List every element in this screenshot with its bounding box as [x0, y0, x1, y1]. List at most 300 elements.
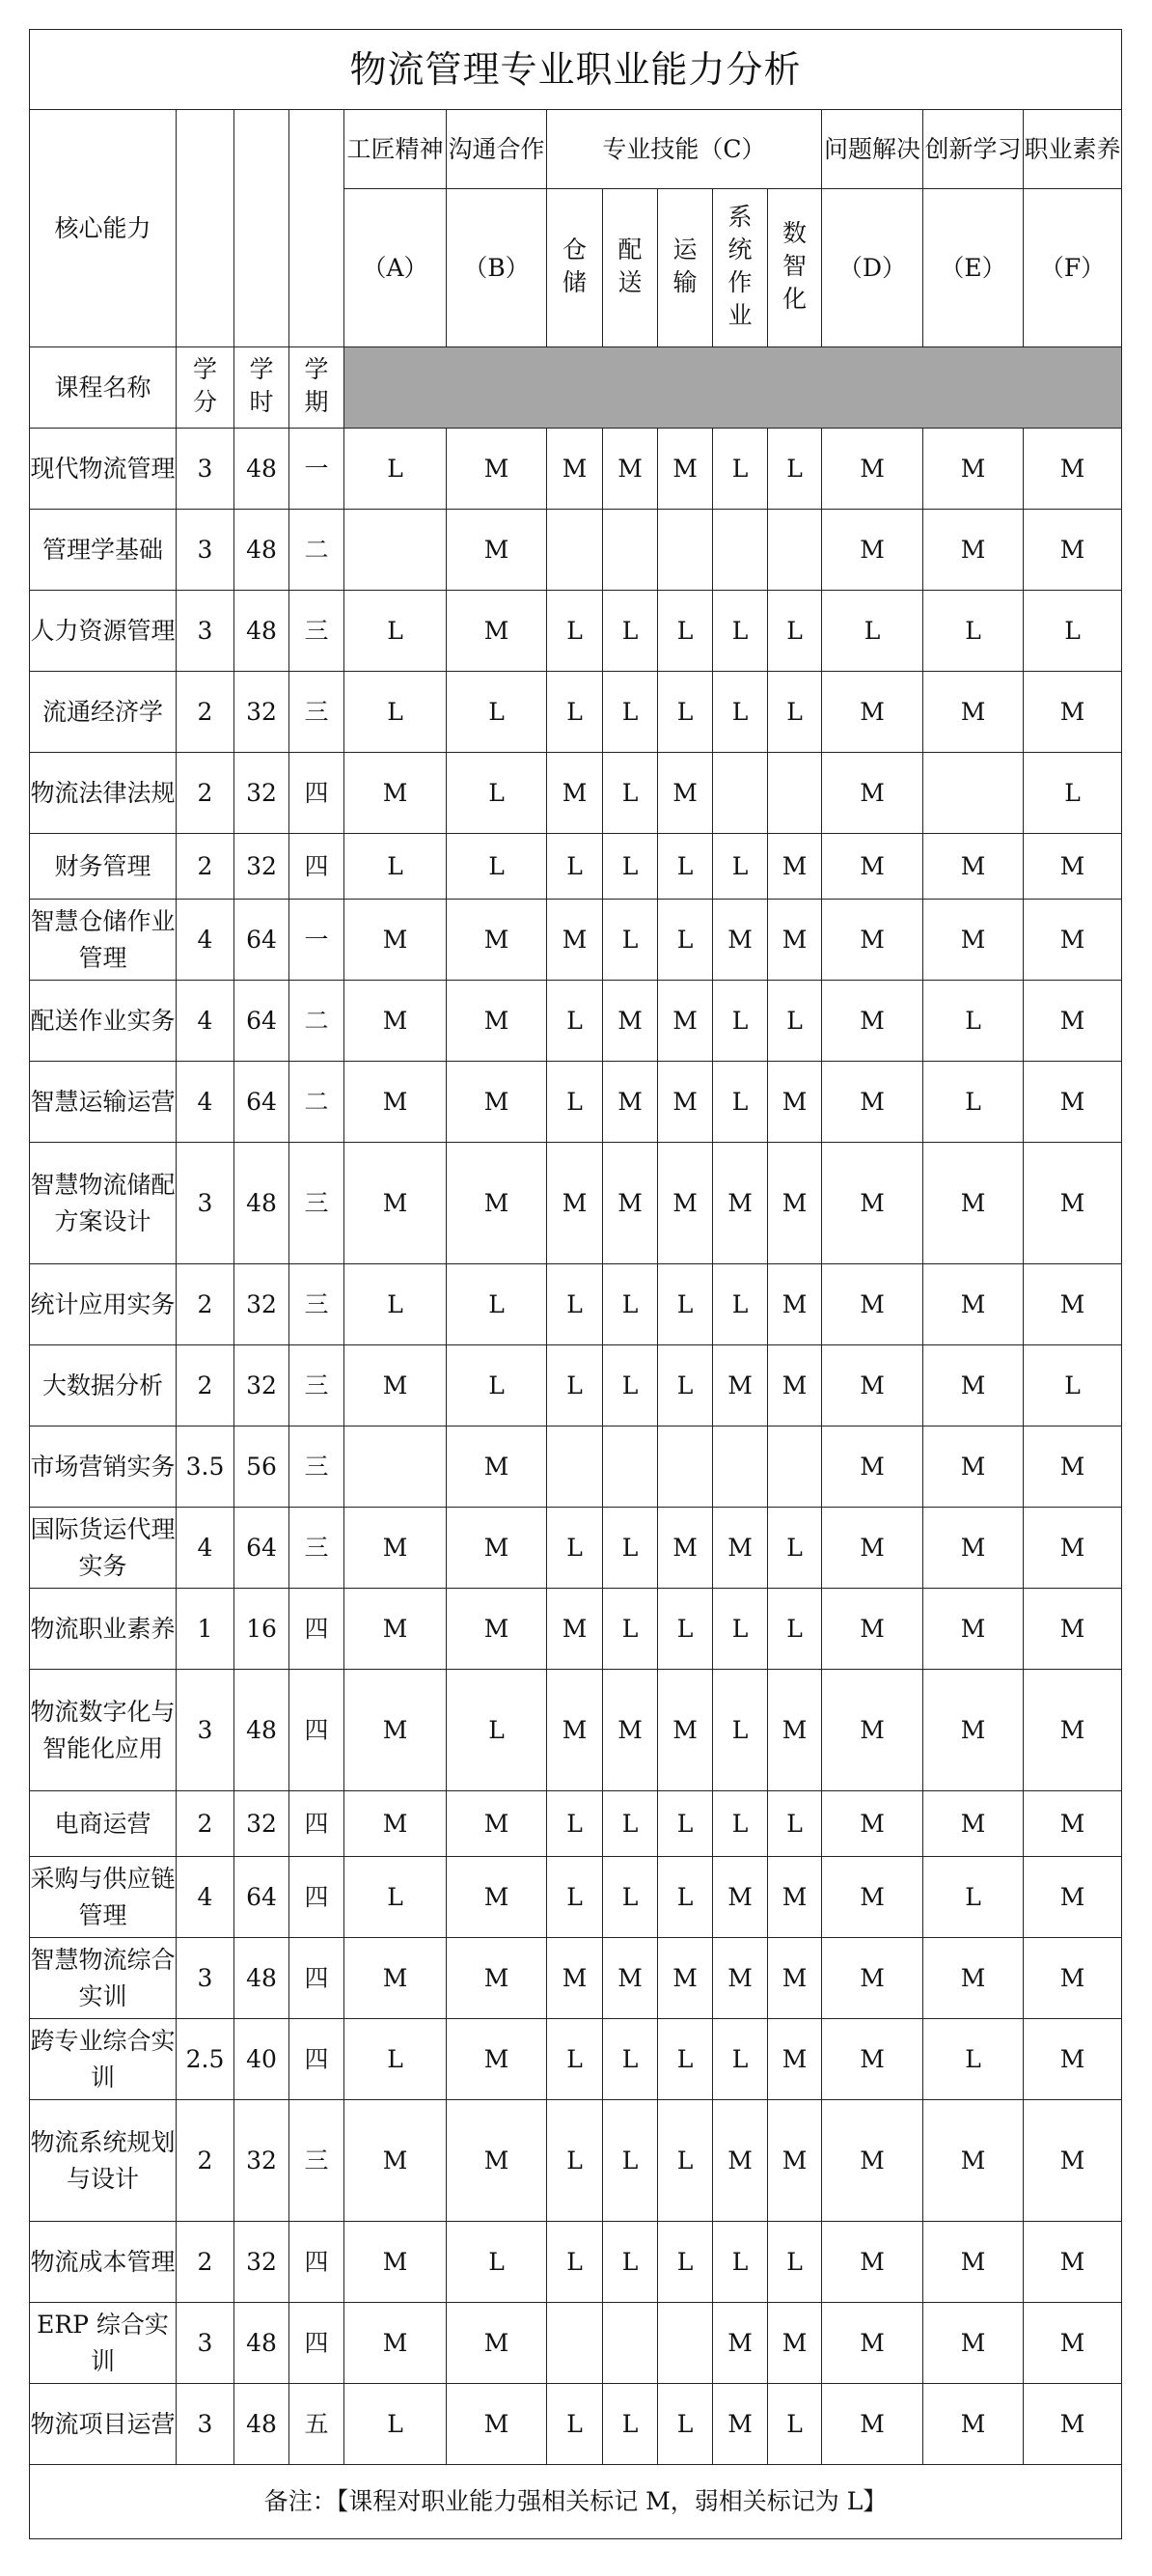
hours-value: 64 — [234, 900, 289, 981]
relevance-mark: L — [447, 2222, 547, 2303]
relevance-mark — [547, 2303, 603, 2384]
course-name: 人力资源管理 — [30, 591, 177, 672]
hours-value: 48 — [234, 2303, 289, 2384]
table-row — [30, 2222, 1122, 2303]
group-label-d: 问题解决 — [822, 110, 923, 189]
credit-value: 3 — [177, 591, 234, 672]
relevance-mark: L — [1024, 1345, 1122, 1426]
relevance-mark: M — [923, 834, 1024, 900]
relevance-mark: L — [822, 591, 923, 672]
relevance-mark: L — [768, 1791, 822, 1857]
relevance-mark: L — [658, 1345, 713, 1426]
relevance-mark: M — [344, 2303, 447, 2384]
relevance-mark: M — [822, 1508, 923, 1589]
term-value: 三 — [289, 672, 344, 753]
skill-label: 仓储 — [562, 235, 587, 296]
relevance-mark: L — [603, 2384, 658, 2465]
relevance-mark: L — [713, 672, 768, 753]
skill-label: 系统作业 — [727, 203, 753, 329]
relevance-mark: M — [344, 1938, 447, 2019]
relevance-mark: M — [447, 2019, 547, 2100]
relevance-mark — [923, 753, 1024, 834]
skill-storage — [547, 189, 603, 347]
relevance-mark: L — [713, 834, 768, 900]
hours-value: 64 — [234, 1508, 289, 1589]
relevance-mark: M — [447, 2100, 547, 2222]
hours-value: 64 — [234, 981, 289, 1062]
relevance-mark: M — [923, 1938, 1024, 2019]
credit-value: 1 — [177, 1589, 234, 1670]
relevance-mark: L — [768, 1589, 822, 1670]
course-name: 智慧物流储配方案设计 — [30, 1143, 177, 1264]
skill-delivery — [603, 189, 658, 347]
course-name: 物流职业素养 — [30, 1589, 177, 1670]
relevance-mark: M — [344, 1062, 447, 1143]
table-row — [30, 1426, 1122, 1508]
relevance-mark: L — [603, 591, 658, 672]
relevance-mark: M — [1024, 1508, 1122, 1589]
relevance-mark: L — [658, 1791, 713, 1857]
relevance-mark: M — [603, 1938, 658, 2019]
relevance-mark: M — [447, 1143, 547, 1264]
relevance-mark: M — [768, 1857, 822, 1938]
skill-system — [713, 189, 768, 347]
credit-value: 3 — [177, 1938, 234, 2019]
hours-value: 48 — [234, 591, 289, 672]
relevance-mark: M — [603, 1062, 658, 1143]
relevance-mark: L — [923, 2019, 1024, 2100]
relevance-mark: M — [923, 2222, 1024, 2303]
relevance-mark: M — [713, 1143, 768, 1264]
hours-value: 32 — [234, 1345, 289, 1426]
relevance-mark: L — [658, 672, 713, 753]
table-row — [30, 834, 1122, 900]
course-name: 国际货运代理实务 — [30, 1508, 177, 1589]
course-name-label: 课程名称 — [30, 347, 177, 429]
relevance-mark: L — [344, 1857, 447, 1938]
credit-value: 4 — [177, 1508, 234, 1589]
relevance-mark: L — [713, 1791, 768, 1857]
hours-value: 32 — [234, 1264, 289, 1345]
relevance-mark: M — [547, 1143, 603, 1264]
hours-value: 64 — [234, 1857, 289, 1938]
credit-value: 4 — [177, 981, 234, 1062]
relevance-mark: M — [713, 1938, 768, 2019]
group-label-e: 创新学习 — [923, 110, 1024, 189]
core-ability-label: 核心能力 — [30, 110, 177, 347]
group-code-b: （B） — [447, 189, 547, 347]
relevance-mark: L — [603, 753, 658, 834]
relevance-mark: M — [658, 981, 713, 1062]
relevance-mark: L — [713, 429, 768, 510]
hours-value: 32 — [234, 834, 289, 900]
relevance-mark: M — [447, 510, 547, 591]
relevance-mark: L — [344, 834, 447, 900]
relevance-mark: M — [822, 672, 923, 753]
relevance-mark: L — [603, 2222, 658, 2303]
relevance-mark: L — [713, 2222, 768, 2303]
term-value: 四 — [289, 2019, 344, 2100]
gray-band — [344, 347, 1122, 429]
relevance-mark: M — [822, 1589, 923, 1670]
relevance-mark: M — [1024, 834, 1122, 900]
relevance-mark: L — [344, 2019, 447, 2100]
relevance-mark: M — [344, 1143, 447, 1264]
credit-value: 2 — [177, 753, 234, 834]
relevance-mark: M — [822, 1264, 923, 1345]
relevance-mark: M — [713, 2100, 768, 2222]
group-label-c: 专业技能（C） — [547, 110, 822, 189]
relevance-mark: L — [603, 1791, 658, 1857]
skill-digital — [768, 189, 822, 347]
relevance-mark: L — [768, 672, 822, 753]
relevance-mark: M — [768, 2100, 822, 2222]
credit-value: 2 — [177, 1264, 234, 1345]
credit-value: 3 — [177, 1670, 234, 1791]
course-name: 市场营销实务 — [30, 1426, 177, 1508]
relevance-mark: M — [344, 2222, 447, 2303]
relevance-mark: M — [822, 1938, 923, 2019]
relevance-mark — [658, 1426, 713, 1508]
relevance-mark: L — [923, 1062, 1024, 1143]
relevance-mark: M — [344, 900, 447, 981]
credit-value: 2 — [177, 2222, 234, 2303]
relevance-mark: L — [768, 1508, 822, 1589]
relevance-mark: M — [768, 1264, 822, 1345]
relevance-mark: L — [713, 1264, 768, 1345]
relevance-mark: L — [603, 672, 658, 753]
hours-value: 40 — [234, 2019, 289, 2100]
relevance-mark: M — [658, 753, 713, 834]
relevance-mark: L — [658, 2019, 713, 2100]
table-row — [30, 1508, 1122, 1589]
term-value: 三 — [289, 1426, 344, 1508]
term-value: 一 — [289, 429, 344, 510]
relevance-mark: L — [344, 2384, 447, 2465]
course-name: 智慧仓储作业管理 — [30, 900, 177, 981]
group-code-f: （F） — [1024, 189, 1122, 347]
group-code-a: （A） — [344, 189, 447, 347]
blank-cell — [289, 110, 344, 347]
relevance-mark — [768, 1426, 822, 1508]
group-label-f: 职业素养 — [1024, 110, 1122, 189]
table-row — [30, 1143, 1122, 1264]
course-name: 配送作业实务 — [30, 981, 177, 1062]
relevance-mark — [603, 1426, 658, 1508]
note-row — [30, 2465, 1122, 2539]
hours-value: 48 — [234, 1670, 289, 1791]
relevance-mark: M — [1024, 2100, 1122, 2222]
relevance-mark: L — [603, 900, 658, 981]
course-name: 流通经济学 — [30, 672, 177, 753]
relevance-mark: L — [547, 1508, 603, 1589]
relevance-mark: L — [658, 2222, 713, 2303]
relevance-mark — [713, 753, 768, 834]
relevance-mark: L — [603, 1857, 658, 1938]
relevance-mark — [658, 2303, 713, 2384]
relevance-mark: M — [344, 1345, 447, 1426]
hours-value: 48 — [234, 1938, 289, 2019]
relevance-mark: L — [658, 1264, 713, 1345]
relevance-mark: M — [658, 1062, 713, 1143]
relevance-mark: M — [447, 1062, 547, 1143]
hours-value: 32 — [234, 2100, 289, 2222]
table-row — [30, 2384, 1122, 2465]
table-row — [30, 753, 1122, 834]
relevance-mark: L — [603, 2019, 658, 2100]
course-name: 现代物流管理 — [30, 429, 177, 510]
relevance-mark: M — [1024, 672, 1122, 753]
course-name: 物流数字化与智能化应用 — [30, 1670, 177, 1791]
hours-value: 32 — [234, 753, 289, 834]
relevance-mark: M — [344, 1791, 447, 1857]
relevance-mark: L — [768, 2384, 822, 2465]
credit-value: 3 — [177, 2303, 234, 2384]
relevance-mark: L — [658, 2100, 713, 2222]
relevance-mark: L — [713, 591, 768, 672]
relevance-mark: M — [603, 981, 658, 1062]
hours-value: 32 — [234, 2222, 289, 2303]
relevance-mark: L — [713, 2019, 768, 2100]
table-row — [30, 1589, 1122, 1670]
group-code-e: （E） — [923, 189, 1024, 347]
term-value: 四 — [289, 2222, 344, 2303]
relevance-mark: M — [822, 429, 923, 510]
relevance-mark: L — [768, 591, 822, 672]
relevance-mark: M — [447, 1508, 547, 1589]
table-row — [30, 981, 1122, 1062]
table-row — [30, 672, 1122, 753]
relevance-mark — [344, 1426, 447, 1508]
hours-label — [234, 347, 289, 429]
relevance-mark: L — [447, 1670, 547, 1791]
relevance-mark — [547, 510, 603, 591]
credit-value: 4 — [177, 1857, 234, 1938]
relevance-mark: L — [768, 429, 822, 510]
term-value: 四 — [289, 753, 344, 834]
term-value: 四 — [289, 2303, 344, 2384]
relevance-mark: L — [603, 1264, 658, 1345]
blank-cell — [177, 110, 234, 347]
course-name: 采购与供应链管理 — [30, 1857, 177, 1938]
relevance-mark: L — [547, 591, 603, 672]
relevance-mark: M — [923, 672, 1024, 753]
table-row — [30, 1938, 1122, 2019]
term-text: 学期 — [304, 355, 329, 416]
term-value: 三 — [289, 1143, 344, 1264]
relevance-mark: L — [447, 1264, 547, 1345]
credit-text: 学分 — [192, 355, 217, 416]
relevance-mark: M — [447, 981, 547, 1062]
relevance-mark: L — [603, 1345, 658, 1426]
relevance-mark: M — [822, 1062, 923, 1143]
relevance-mark — [768, 753, 822, 834]
relevance-mark: M — [923, 900, 1024, 981]
table-row — [30, 2019, 1122, 2100]
credit-value: 2 — [177, 1345, 234, 1426]
relevance-mark: M — [923, 1670, 1024, 1791]
relevance-mark: L — [344, 1264, 447, 1345]
relevance-mark: M — [447, 1426, 547, 1508]
relevance-mark: M — [822, 1791, 923, 1857]
relevance-mark: M — [923, 1345, 1024, 1426]
relevance-mark: L — [344, 591, 447, 672]
relevance-mark: M — [447, 591, 547, 672]
relevance-mark: M — [447, 429, 547, 510]
hours-value: 56 — [234, 1426, 289, 1508]
relevance-mark: M — [822, 1670, 923, 1791]
table-row — [30, 1345, 1122, 1426]
course-name: 物流系统规划与设计 — [30, 2100, 177, 2222]
credit-value: 2 — [177, 2100, 234, 2222]
relevance-mark: M — [344, 981, 447, 1062]
relevance-mark: L — [1024, 591, 1122, 672]
credit-value: 3 — [177, 510, 234, 591]
relevance-mark: M — [768, 900, 822, 981]
table-row — [30, 1791, 1122, 1857]
relevance-mark: L — [547, 1062, 603, 1143]
relevance-mark: M — [1024, 1143, 1122, 1264]
relevance-mark: M — [447, 1791, 547, 1857]
relevance-mark: M — [547, 429, 603, 510]
term-value: 二 — [289, 981, 344, 1062]
relevance-mark: L — [447, 753, 547, 834]
relevance-mark: L — [923, 591, 1024, 672]
credit-value: 3 — [177, 429, 234, 510]
relevance-mark: L — [547, 672, 603, 753]
relevance-mark — [768, 510, 822, 591]
relevance-mark: M — [768, 1143, 822, 1264]
term-value: 三 — [289, 591, 344, 672]
credit-value: 2 — [177, 834, 234, 900]
relevance-mark: M — [768, 2303, 822, 2384]
relevance-mark: M — [923, 1264, 1024, 1345]
term-value: 三 — [289, 1508, 344, 1589]
relevance-mark: L — [547, 981, 603, 1062]
relevance-mark: M — [547, 753, 603, 834]
relevance-mark — [344, 510, 447, 591]
relevance-mark: M — [822, 2303, 923, 2384]
credit-value: 2 — [177, 1791, 234, 1857]
relevance-mark: M — [658, 1508, 713, 1589]
course-name: 智慧运输运营 — [30, 1062, 177, 1143]
relevance-mark: L — [603, 2100, 658, 2222]
relevance-mark: M — [822, 900, 923, 981]
relevance-mark: M — [713, 1857, 768, 1938]
course-name: 统计应用实务 — [30, 1264, 177, 1345]
term-value: 四 — [289, 1938, 344, 2019]
skill-transport — [658, 189, 713, 347]
relevance-mark: M — [923, 1426, 1024, 1508]
relevance-mark: M — [822, 834, 923, 900]
term-label — [289, 347, 344, 429]
relevance-mark: M — [344, 1589, 447, 1670]
course-name: 管理学基础 — [30, 510, 177, 591]
relevance-mark: M — [1024, 981, 1122, 1062]
term-value: 二 — [289, 510, 344, 591]
relevance-mark: M — [923, 2384, 1024, 2465]
relevance-mark: L — [547, 834, 603, 900]
term-value: 四 — [289, 1857, 344, 1938]
relevance-mark: M — [822, 2100, 923, 2222]
table-row — [30, 2100, 1122, 2222]
relevance-mark: M — [822, 2222, 923, 2303]
relevance-mark: M — [658, 1143, 713, 1264]
credit-value: 3 — [177, 2384, 234, 2465]
relevance-mark: L — [447, 672, 547, 753]
course-name: 电商运营 — [30, 1791, 177, 1857]
term-value: 一 — [289, 900, 344, 981]
relevance-mark: M — [547, 900, 603, 981]
relevance-mark — [547, 1426, 603, 1508]
relevance-mark: M — [768, 1345, 822, 1426]
relevance-mark — [713, 1426, 768, 1508]
relevance-mark: M — [923, 1143, 1024, 1264]
relevance-mark: M — [1024, 1791, 1122, 1857]
blank-cell — [234, 110, 289, 347]
ability-analysis-sheet — [29, 29, 1122, 2539]
relevance-mark: L — [658, 2384, 713, 2465]
credit-value: 4 — [177, 1062, 234, 1143]
term-value: 四 — [289, 1670, 344, 1791]
relevance-mark: M — [547, 1589, 603, 1670]
table-title: 物流管理专业职业能力分析 — [30, 30, 1122, 110]
relevance-mark: L — [1024, 753, 1122, 834]
skill-label: 数智化 — [782, 219, 807, 313]
relevance-mark: M — [344, 753, 447, 834]
relevance-mark: M — [344, 1670, 447, 1791]
relevance-mark: M — [1024, 510, 1122, 591]
course-name: 跨专业综合实训 — [30, 2019, 177, 2100]
credit-value: 3.5 — [177, 1426, 234, 1508]
relevance-mark — [658, 510, 713, 591]
term-value: 三 — [289, 2100, 344, 2222]
hours-value: 32 — [234, 1791, 289, 1857]
relevance-mark: M — [768, 1938, 822, 2019]
relevance-mark: M — [822, 1426, 923, 1508]
relevance-mark: M — [713, 2384, 768, 2465]
relevance-mark: M — [923, 510, 1024, 591]
hours-value: 16 — [234, 1589, 289, 1670]
hours-text: 学时 — [249, 355, 274, 416]
relevance-mark: L — [658, 1589, 713, 1670]
skill-label: 配送 — [617, 235, 643, 296]
relevance-mark: M — [603, 1670, 658, 1791]
relevance-mark: M — [822, 510, 923, 591]
relevance-mark: L — [547, 1345, 603, 1426]
relevance-mark: L — [344, 429, 447, 510]
relevance-mark: M — [713, 900, 768, 981]
term-value: 四 — [289, 834, 344, 900]
course-name: 物流法律法规 — [30, 753, 177, 834]
relevance-mark: M — [1024, 1670, 1122, 1791]
relevance-mark: M — [447, 1589, 547, 1670]
relevance-mark: L — [923, 981, 1024, 1062]
table-row — [30, 1670, 1122, 1791]
credit-value: 2 — [177, 672, 234, 753]
course-name: ERP 综合实训 — [30, 2303, 177, 2384]
group-label-a: 工匠精神 — [344, 110, 447, 189]
relevance-mark: M — [447, 900, 547, 981]
credit-value: 4 — [177, 900, 234, 981]
relevance-mark: M — [923, 429, 1024, 510]
relevance-mark: M — [923, 1589, 1024, 1670]
table-row — [30, 429, 1122, 510]
relevance-mark — [713, 510, 768, 591]
relevance-mark: M — [713, 1508, 768, 1589]
term-value: 五 — [289, 2384, 344, 2465]
relevance-mark: M — [768, 1062, 822, 1143]
